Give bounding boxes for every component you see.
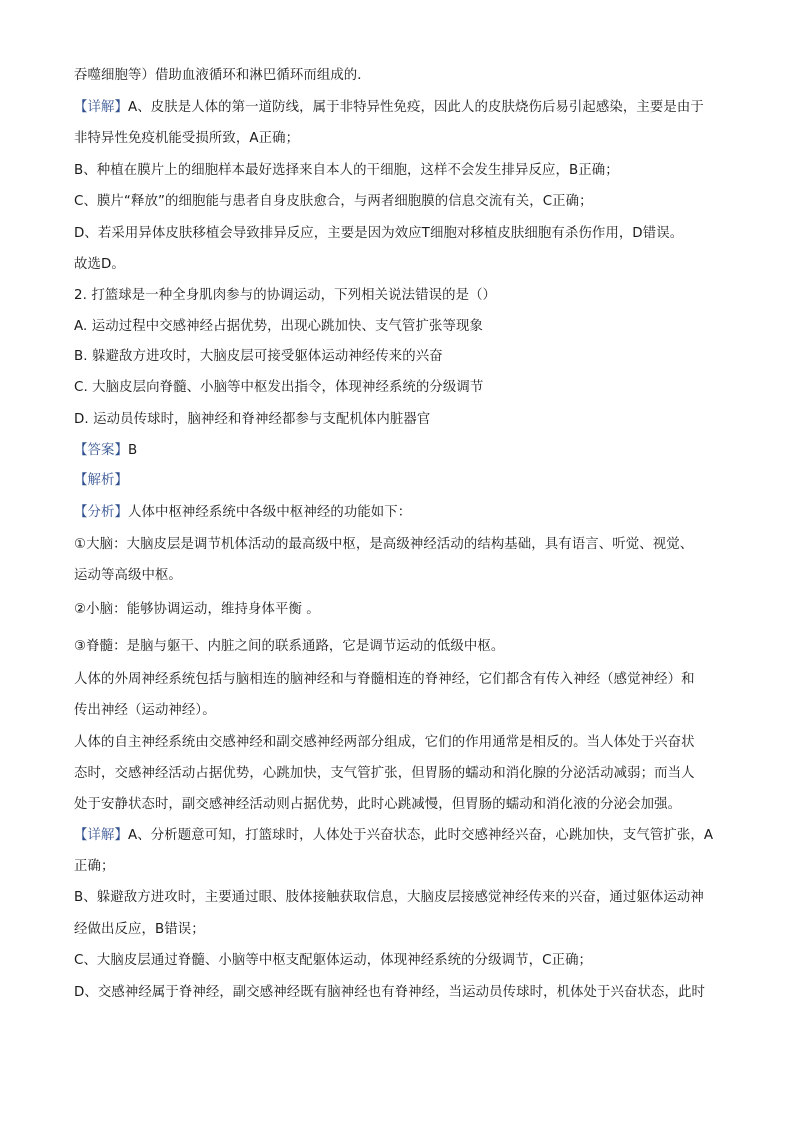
text-line: 非特异性免疫机能受损所致，A正确； bbox=[74, 131, 300, 146]
text-line: D、交感神经属于脊神经，副交感神经既有脑神经也有脊神经，当运动员传球时，机体处于兴奋状态，此时 bbox=[74, 985, 705, 1000]
text-line: ①大脑：大脑皮层是调节机体活动的最高级中枢，是高级神经活动的结构基础，具有语言、听觉、视觉、 bbox=[74, 537, 694, 552]
analysis-tag: 【解析】 bbox=[74, 473, 128, 488]
text-line: 传出神经（运动神经）。 bbox=[74, 703, 216, 718]
text-line: ③脊髓：是脑与躯干、内脏之间的联系通路，它是调节运动的低级中枢。 bbox=[74, 639, 505, 654]
option-a: A. 运动过程中交感神经占据优势，出现心跳加快、支气管扩张等现象 bbox=[74, 319, 483, 334]
text-line: C、大脑皮层通过脊髓、小脑等中枢支配躯体运动，体现神经系统的分级调节，C正确； bbox=[74, 953, 593, 968]
text-line: 运动等高级中枢。 bbox=[74, 568, 182, 583]
analysis-header bbox=[74, 471, 734, 491]
text-line: 处于安静状态时，副交感神经活动则占据优势，此时心跳减慢，但胃肠的蠕动和消化液的分泌会加强。 bbox=[74, 797, 682, 812]
text-line: 人体的自主神经系统由交感神经和副交感神经两部分组成，它们的作用通常是相反的。当人体处于兴奋状 bbox=[74, 735, 695, 750]
text-line: D、若采用异体皮肤移植会导致排异反应，主要是因为效应T细胞对移植皮肤细胞有杀伤作用，D错误。 bbox=[74, 226, 684, 241]
detail-tag: 【详解】 bbox=[74, 100, 128, 115]
text-line: 人体的外周神经系统包括与脑相连的脑神经和与脊髓相连的脊神经，它们都含有传入神经（感觉神经）和 bbox=[74, 672, 695, 687]
text-line: 【详解】A、皮肤是人体的第一道防线，属于非特异性免疫，因此人的皮肤烧伤后易引起感染，主要是由于 bbox=[74, 100, 704, 115]
text-line: 态时，交感神经活动占据优势，心跳加快，支气管扩张，但胃肠的蠕动和消化腺的分泌活动减弱；而当人 bbox=[74, 766, 695, 781]
option-b: B. 躲避敌方进攻时，大脑皮层可接受躯体运动神经传来的兴奋 bbox=[74, 349, 443, 364]
text-line: ②小脑：能够协调运动，维持身体平衡 。 bbox=[74, 602, 320, 617]
answer-tag: 【答案】 bbox=[74, 443, 128, 458]
fenxi-tag: 【分析】 bbox=[74, 505, 128, 520]
answer-line: 【答案】B bbox=[74, 443, 138, 458]
text-line: 正确； bbox=[74, 859, 115, 874]
question-stem: 2. 打篮球是一种全身肌肉参与的协调运动，下列相关说法错误的是（） bbox=[74, 288, 497, 303]
text-line: 经做出反应，B错误； bbox=[74, 922, 205, 937]
text-line: 【分析】人体中枢神经系统中各级中枢神经的功能如下： bbox=[74, 505, 412, 520]
detail-tag: 【详解】 bbox=[74, 828, 128, 843]
text-line: 【详解】A、分析题意可知，打篮球时，人体处于兴奋状态，此时交感神经兴奋，心跳加快，支气管扩张，A bbox=[74, 828, 714, 843]
text-line: B、种植在膜片上的细胞样本最好选择来自本人的干细胞，这样不会发生排异反应，B正确； bbox=[74, 163, 619, 178]
option-d: D. 运动员传球时，脑神经和脊神经都参与支配机体内脏器官 bbox=[74, 412, 431, 427]
option-c: C. 大脑皮层向脊髓、小脑等中枢发出指令，体现神经系统的分级调节 bbox=[74, 380, 484, 395]
text-line: B、躲避敌方进攻时，主要通过眼、肢体接触获取信息，大脑皮层接感觉神经传来的兴奋，通过躯体运动神 bbox=[74, 890, 704, 905]
text-line: 吞噬细胞等）借助血液循环和淋巴循环而组成的． bbox=[74, 68, 371, 83]
text-line: C、膜片“释放”的细胞能与患者自身皮肤愈合，与两者细胞膜的信息交流有关，C正确； bbox=[74, 194, 593, 209]
text-line: 故选D。 bbox=[74, 257, 125, 272]
